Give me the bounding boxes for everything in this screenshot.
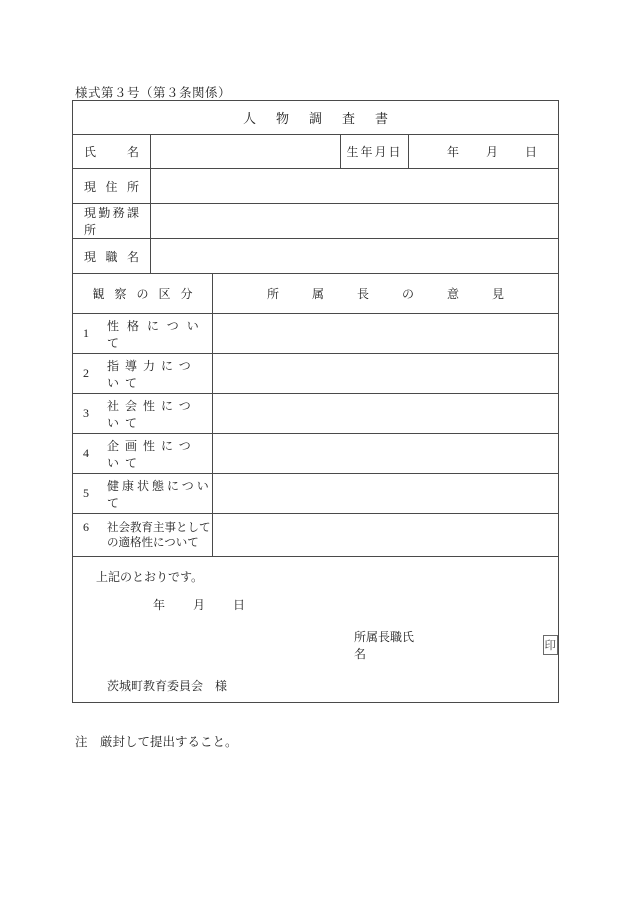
opinion-cell bbox=[213, 394, 558, 433]
jobtitle-label: 現職名 bbox=[84, 249, 139, 264]
date-day-label: 日 bbox=[233, 598, 246, 612]
name-row bbox=[73, 134, 558, 168]
row-number: 2 bbox=[83, 366, 89, 380]
row-label: 企画性について bbox=[107, 438, 197, 470]
observation-label-cell bbox=[73, 434, 213, 473]
addressee: 茨城町教育委員会 様 bbox=[107, 679, 228, 693]
jobtitle-row bbox=[73, 238, 558, 273]
observation-row bbox=[73, 433, 558, 473]
row-number: 4 bbox=[83, 446, 89, 460]
date-year-label: 年 bbox=[153, 598, 166, 612]
name-value-cell bbox=[151, 135, 341, 168]
category-header: 観察の区分 bbox=[73, 274, 213, 313]
observation-row bbox=[73, 473, 558, 513]
birth-year-label: 年 bbox=[446, 145, 459, 159]
closing-section bbox=[73, 556, 558, 704]
name-label: 氏名 bbox=[84, 145, 139, 159]
opinion-cell bbox=[213, 434, 558, 473]
jobtitle-label-cell bbox=[73, 239, 151, 273]
name-label-cell bbox=[73, 135, 151, 168]
opinion-cell bbox=[213, 354, 558, 393]
address-label-cell bbox=[73, 169, 151, 203]
birthdate-label: 生年月日 bbox=[341, 135, 409, 168]
row-label: 健康状態について bbox=[107, 478, 212, 510]
observation-label-cell bbox=[73, 314, 213, 353]
row-number: 5 bbox=[83, 486, 89, 500]
observation-label-cell bbox=[73, 474, 213, 513]
opinion-cell bbox=[213, 474, 558, 513]
row-label: 社会性について bbox=[107, 398, 197, 430]
row-number: 6 bbox=[83, 520, 89, 534]
jobtitle-value-cell bbox=[151, 239, 558, 273]
seal-glyph: 印 bbox=[544, 640, 557, 652]
form-number: 様式第３号（第３条関係） bbox=[75, 86, 232, 100]
seal-box bbox=[543, 635, 558, 655]
observation-label-cell bbox=[73, 354, 213, 393]
observation-row bbox=[73, 393, 558, 433]
signer-line bbox=[354, 628, 558, 662]
footer-note: 注 厳封して提出すること。 bbox=[75, 735, 238, 749]
address-row bbox=[73, 168, 558, 203]
row-number: 1 bbox=[83, 326, 89, 340]
birth-day-label: 日 bbox=[524, 145, 537, 159]
signer-label: 所属長職氏名 bbox=[354, 630, 415, 661]
workplace-row bbox=[73, 203, 558, 238]
observation-header-row bbox=[73, 273, 558, 313]
date-month-label: 月 bbox=[193, 598, 206, 612]
opinion-header: 所属長の意見 bbox=[266, 287, 537, 301]
row-number: 3 bbox=[83, 406, 89, 420]
workplace-label: 現勤務課所 bbox=[84, 206, 139, 237]
personal-report-table bbox=[72, 100, 559, 703]
workplace-value-cell bbox=[151, 204, 558, 238]
row-label: 性格について bbox=[107, 318, 207, 350]
row-label: 指導力について bbox=[107, 358, 197, 390]
observation-label-cell bbox=[73, 394, 213, 433]
observation-label-cell bbox=[73, 514, 213, 556]
table-title-row bbox=[73, 101, 558, 134]
observation-row bbox=[73, 313, 558, 353]
birth-month-label: 月 bbox=[485, 145, 498, 159]
address-label: 現住所 bbox=[84, 179, 139, 194]
row-label: 社会教育主事として の適格性について bbox=[107, 522, 211, 549]
observation-row bbox=[73, 513, 558, 556]
birthdate-value-cell bbox=[409, 135, 558, 168]
closing-date-line bbox=[153, 596, 270, 613]
address-value-cell bbox=[151, 169, 558, 203]
opinion-cell bbox=[213, 314, 558, 353]
document-title: 人物調査書 bbox=[242, 111, 408, 126]
closing-statement: 上記のとおりです。 bbox=[96, 570, 204, 584]
workplace-label-cell bbox=[73, 204, 151, 238]
opinion-cell bbox=[213, 514, 558, 556]
observation-row bbox=[73, 353, 558, 393]
